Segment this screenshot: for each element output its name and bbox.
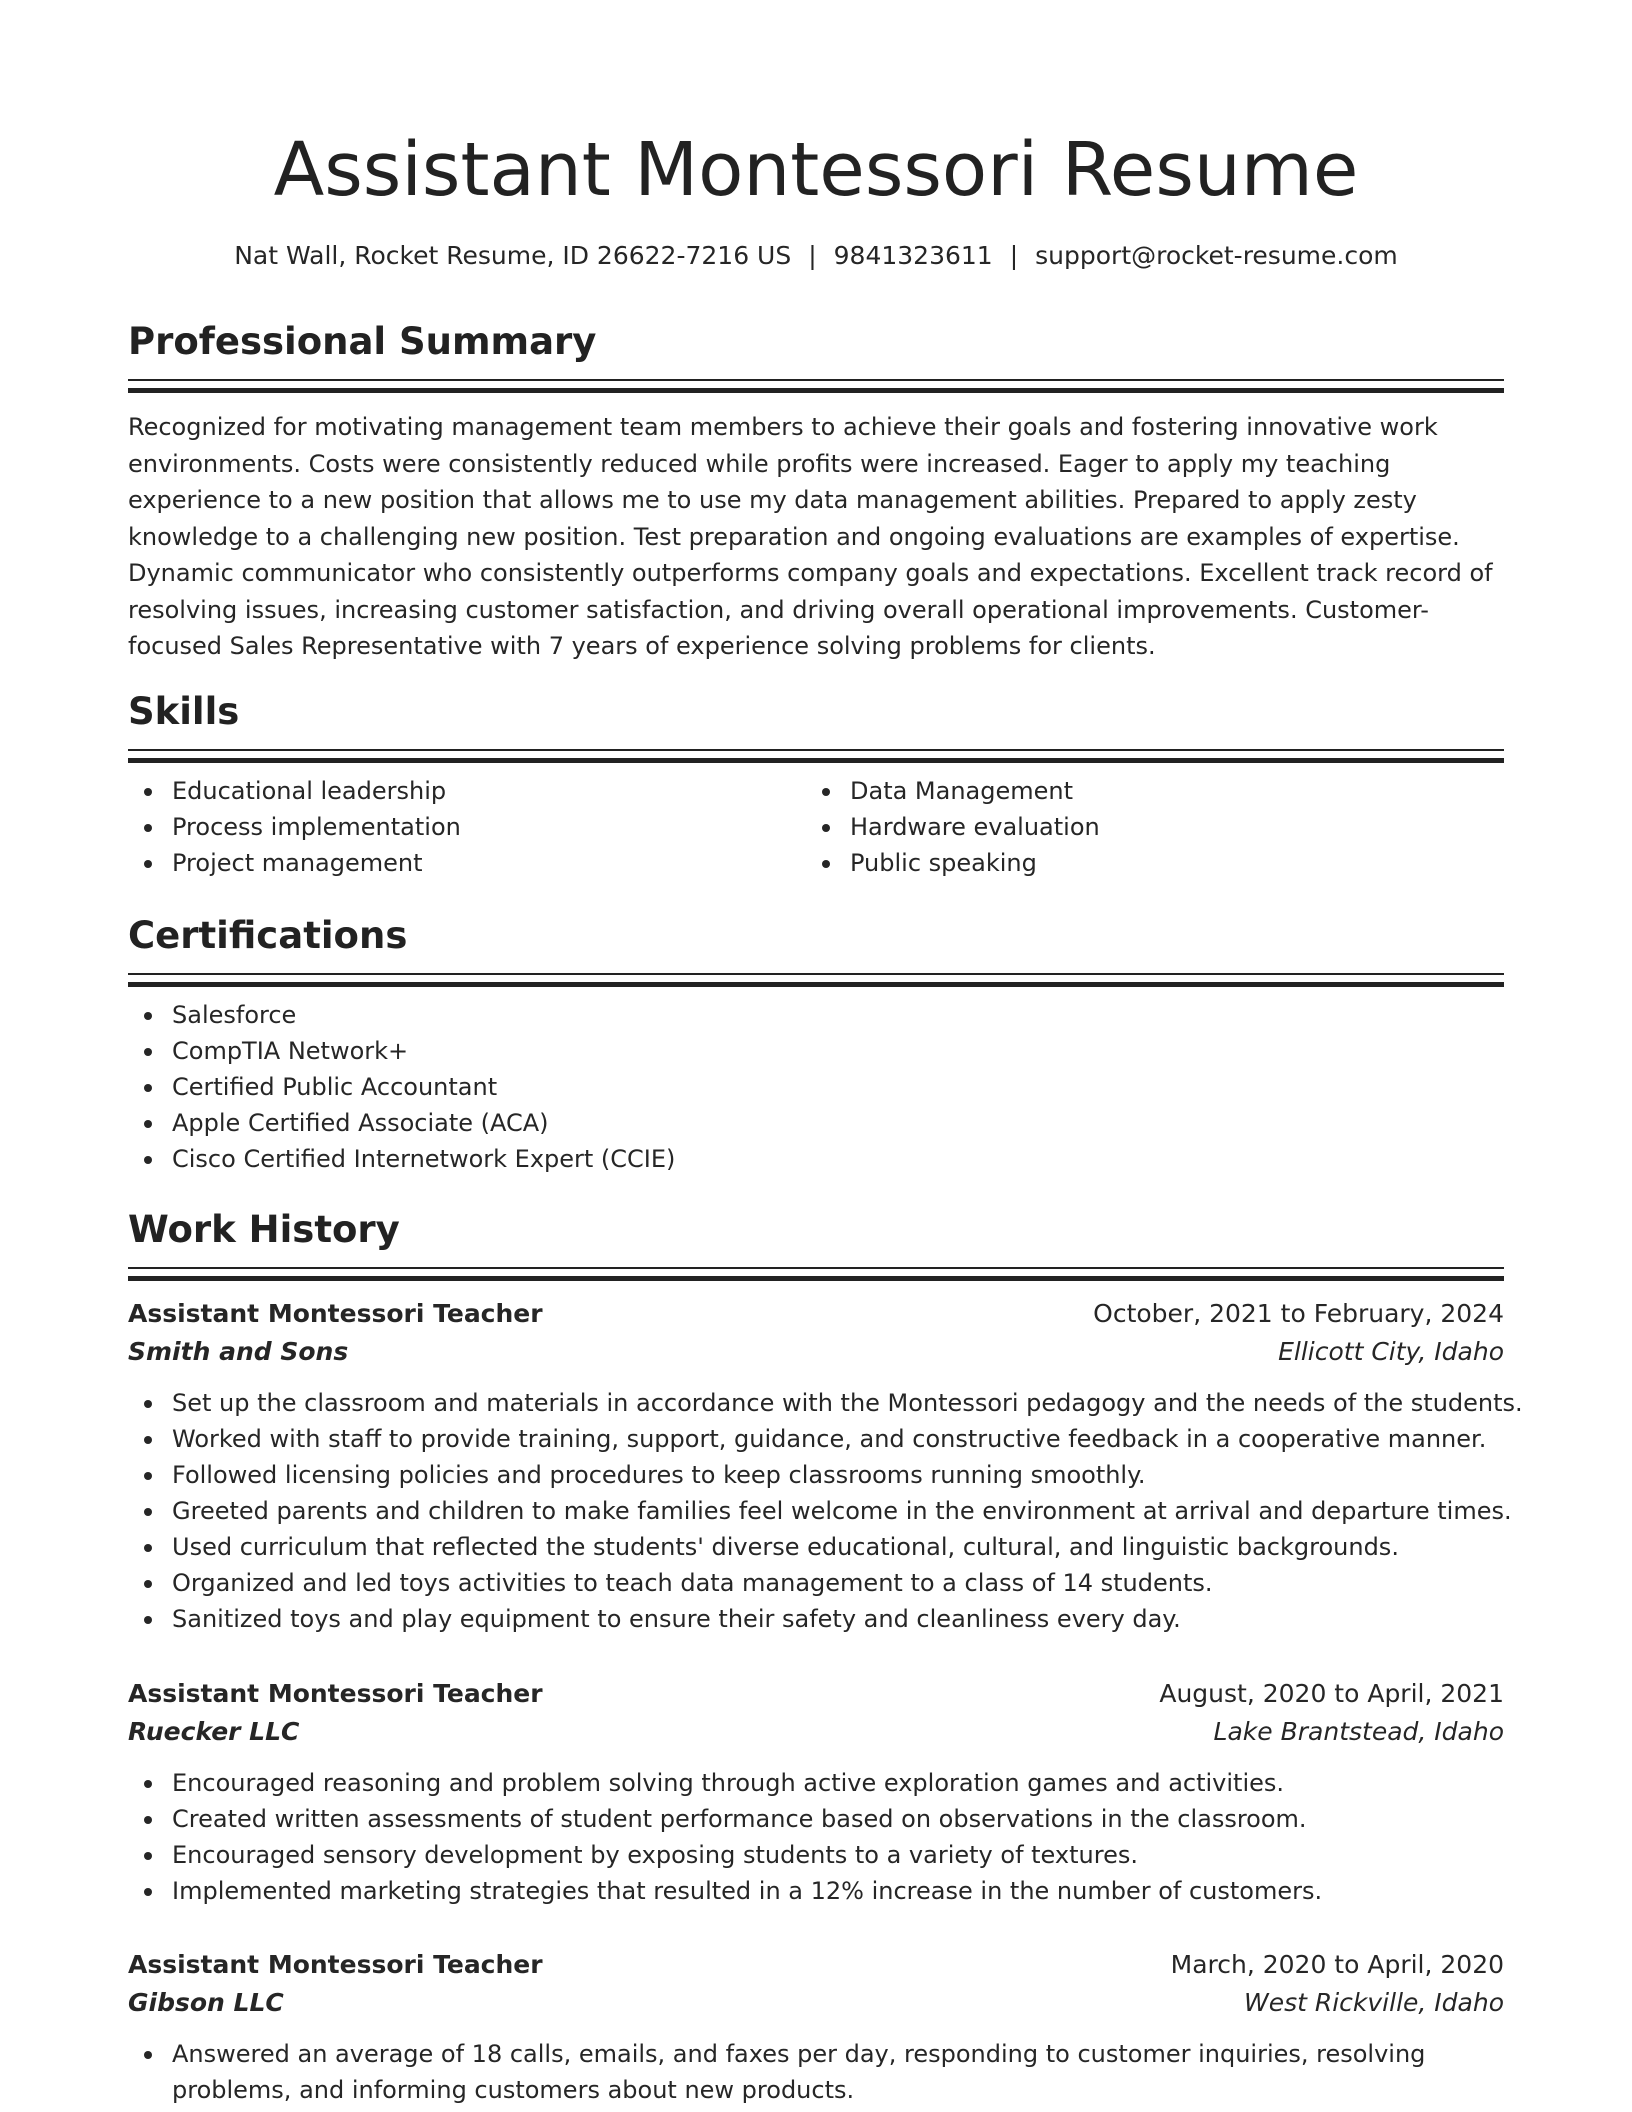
- list-item: Encouraged reasoning and problem solving through active exploration games and activities.: [172, 1765, 1504, 1801]
- job-dates: March, 2020 to April, 2020: [1170, 1950, 1504, 1979]
- certifications-heading: Certifications: [128, 914, 408, 957]
- skills-column-right: [806, 773, 1484, 881]
- list-item: Answered an average of 18 calls, emails, and faxes per day, responding to customer inquiries, resolving problems, and informing customers about new products.: [172, 2036, 1504, 2108]
- list-item: Used curriculum that reflected the students' diverse educational, cultural, and linguistic backgrounds.: [172, 1529, 1504, 1565]
- list-item: Project management: [172, 845, 806, 881]
- job-header-row: [128, 1675, 1504, 1713]
- list-item: Hardware evaluation: [850, 809, 1484, 845]
- job-company: Ruecker LLC: [128, 1717, 300, 1746]
- list-item: Apple Certified Associate (ACA): [172, 1105, 1504, 1141]
- job-location: Ellicott City, Idaho: [1278, 1337, 1504, 1366]
- list-item: Sanitized toys and play equipment to ensure their safety and cleanliness every day.: [172, 1601, 1504, 1637]
- list-item: Followed licensing policies and procedures to keep classrooms running smoothly.: [172, 1457, 1504, 1493]
- contact-line: [128, 238, 1504, 274]
- contact-address: Nat Wall, Rocket Resume, ID 26622-7216 US: [234, 241, 792, 270]
- list-item: CompTIA Network+: [172, 1033, 1504, 1069]
- job-location: West Rickville, Idaho: [1243, 1988, 1504, 2017]
- list-item: Worked with staff to provide training, support, guidance, and constructive feedback in a cooperative manner.: [172, 1421, 1504, 1457]
- job-dates: August, 2020 to April, 2021: [1159, 1679, 1504, 1708]
- list-item: Public speaking: [850, 845, 1484, 881]
- contact-separator: |: [1009, 241, 1019, 270]
- certifications-list: [128, 997, 1504, 1177]
- job-entry: [128, 1295, 1523, 1637]
- job-bullets: [128, 1385, 1523, 1637]
- skills-column-left: [128, 773, 806, 881]
- work-history-section: [128, 1206, 1504, 1281]
- skills-grid: [128, 773, 1504, 881]
- job-title: Assistant Montessori Teacher: [128, 1950, 543, 1979]
- certifications-section: [128, 912, 1504, 1177]
- job-title: Assistant Montessori Teacher: [128, 1299, 543, 1328]
- section-divider: [128, 379, 1504, 393]
- skills-list-left: [128, 773, 806, 881]
- summary-text: Recognized for motivating management team members to achieve their goals and fostering innovative work environments. Costs were consistently reduced while profits were increased. Eager to apply my teaching experience to a new position that allows me to use my data management abilities. Prepared to apply zesty knowledge to a challenging new position. Test preparation and ongoing evaluations are examples of expertise. Dynamic communicator who consistently outperforms company goals and expectations. Excellent track record of resolving issues, increasing customer satisfaction, and driving overall operational improvements. Customer-focused Sales Representative with 7 years of experience solving problems for clients.: [128, 413, 1493, 660]
- job-header-row: [128, 1946, 1504, 1984]
- contact-separator: |: [808, 241, 817, 270]
- contact-phone[interactable]: 9841323611: [833, 241, 993, 270]
- job-location: Lake Brantstead, Idaho: [1213, 1717, 1504, 1746]
- resume-title: Assistant Montessori Resume: [273, 127, 1359, 213]
- list-item: Salesforce: [172, 997, 1504, 1033]
- list-item: Data Management: [850, 773, 1484, 809]
- job-company: Gibson LLC: [128, 1988, 284, 2017]
- skills-list-right: [806, 773, 1484, 881]
- job-company: Smith and Sons: [128, 1337, 349, 1366]
- job-company-row: [128, 1713, 1504, 1751]
- list-item: Cisco Certified Internetwork Expert (CCIE): [172, 1141, 1504, 1177]
- list-item: Certified Public Accountant: [172, 1069, 1504, 1105]
- work-history-heading: Work History: [128, 1208, 400, 1251]
- job-header-row: [128, 1295, 1504, 1333]
- job-title: Assistant Montessori Teacher: [128, 1679, 543, 1708]
- section-divider: [128, 1267, 1504, 1281]
- list-item: Implemented marketing strategies that resulted in a 12% increase in the number of customers.: [172, 1873, 1504, 1909]
- list-item: Organized and led toys activities to teach data management to a class of 14 students.: [172, 1565, 1504, 1601]
- job-entry: [128, 1675, 1504, 1909]
- contact-email[interactable]: support@rocket-resume.com: [1035, 241, 1398, 270]
- skills-section: [128, 688, 1504, 881]
- job-dates: October, 2021 to February, 2024: [1093, 1299, 1504, 1328]
- resume-page: [128, 0, 1523, 2112]
- job-entry: [128, 1946, 1504, 2108]
- list-item: Encouraged sensory development by exposing students to a variety of textures.: [172, 1837, 1504, 1873]
- list-item: Educational leadership: [172, 773, 806, 809]
- job-bullets: [128, 2036, 1504, 2108]
- job-company-row: [128, 1984, 1504, 2022]
- skills-heading: Skills: [128, 690, 240, 733]
- section-divider: [128, 973, 1504, 987]
- section-divider: [128, 749, 1504, 763]
- job-company-row: [128, 1333, 1504, 1371]
- summary-section: [128, 318, 1504, 665]
- list-item: Set up the classroom and materials in accordance with the Montessori pedagogy and the needs of the students.: [172, 1385, 1504, 1421]
- list-item: Created written assessments of student performance based on observations in the classroom.: [172, 1801, 1504, 1837]
- job-bullets: [128, 1765, 1504, 1909]
- summary-heading: Professional Summary: [128, 320, 597, 363]
- list-item: Greeted parents and children to make families feel welcome in the environment at arrival and departure times.: [172, 1493, 1504, 1529]
- list-item: Process implementation: [172, 809, 806, 845]
